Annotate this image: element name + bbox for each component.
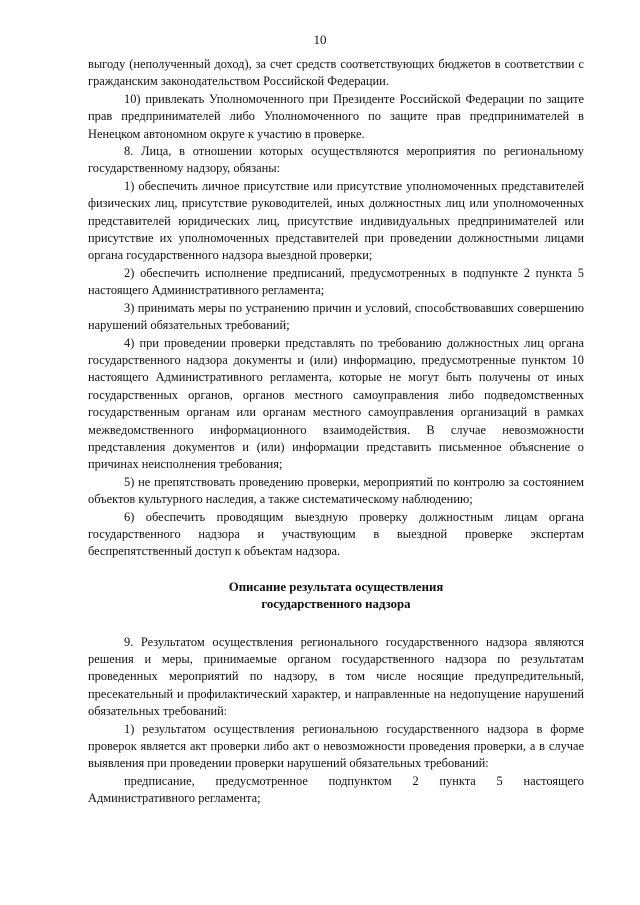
paragraph-obligation-2: 2) обеспечить исполнение предписаний, предусмотренных в подпункте 2 пункта 5 настоящего Административного регламента; (88, 265, 584, 298)
page-number: 10 (313, 32, 327, 47)
paragraph-obligation-6: 6) обеспечить проводящим выездную проверку должностным лицам органа государственного надзора и участвующим в выездной проверке экспертам беспрепятственный доступ к объектам надзора. (88, 509, 584, 559)
paragraph-prescription: предписание, предусмотренное подпунктом 2 пункта 5 настоящего Административного регламента; (88, 773, 584, 806)
paragraph-obligation-4: 4) при проведении проверки представлять по требованию должностных лиц органа государственного надзора документы и (или) информацию, предусмотренные пунктом 10 настоящего Административного регламента, которые не могут быть получены от иных государственных органов, органов местного самоуправления либо подведомственных государственным органам или органам местного самоуправления организаций в рамках межведомственного информационного взаимодействия. В случае невозможности представления документов и (или) информации представить письменное объяснение о причинах неисполнения требования; (88, 335, 584, 472)
paragraph-section-8: 8. Лица, в отношении которых осуществляются мероприятия по региональному государственному надзору, обязаны: (88, 144, 584, 176)
section-heading-line-1: Описание результата осуществления (228, 579, 444, 594)
document-body (88, 56, 584, 808)
paragraph-continuation: выгоду (неполученный доход), за счет средств соответствующих бюджетов в соответствии с гражданским законодательством Российской Федерации. (88, 57, 584, 89)
paragraph-section-9: 9. Результатом осуществления регионального государственного надзора являются решения и меры, принимаемые органом государственного надзора по результатам проведенных мероприятий по надзору, в том числе носящие предупредительный, пресекательный и профилактический характер, и направленные на недопущение нарушений обязательных требований: (88, 634, 584, 719)
paragraph-item-10: 10) привлекать Уполномоченного при Президенте Российской Федерации по защите прав предпринимателей либо Уполномоченного по защите прав предпринимателей в Ненецком автономном округе к участию в проверке. (88, 91, 584, 141)
section-heading-line-2: государственного надзора (261, 597, 411, 612)
paragraph-obligation-3: 3) принимать меры по устранению причин и условий, способствовавших совершению нарушений обязательных требований; (88, 300, 584, 333)
paragraph-obligation-5: 5) не препятствовать проведению проверки, мероприятий по контролю за состоянием объектов культурного наследия, а также систематическому наблюдению; (88, 474, 584, 507)
paragraph-result-1: 1) результатом осуществления региональною государственного надзора в форме проверок является акт проверки либо акт о невозможности проведения проверки, а в случае выявления при проведении проверки нарушений обязательных требований: (88, 721, 584, 771)
paragraph-obligation-1: 1) обеспечить личное присутствие или присутствие уполномоченных представителей физических лиц, присутствие руководителей, иных должностных лиц или уполномоченных представителей юридических лиц, присутствие индивидуальных предпринимателей или присутствие их уполномоченных представителей при проведении должностными лицами органа государственного надзора выездной проверки; (88, 178, 584, 263)
